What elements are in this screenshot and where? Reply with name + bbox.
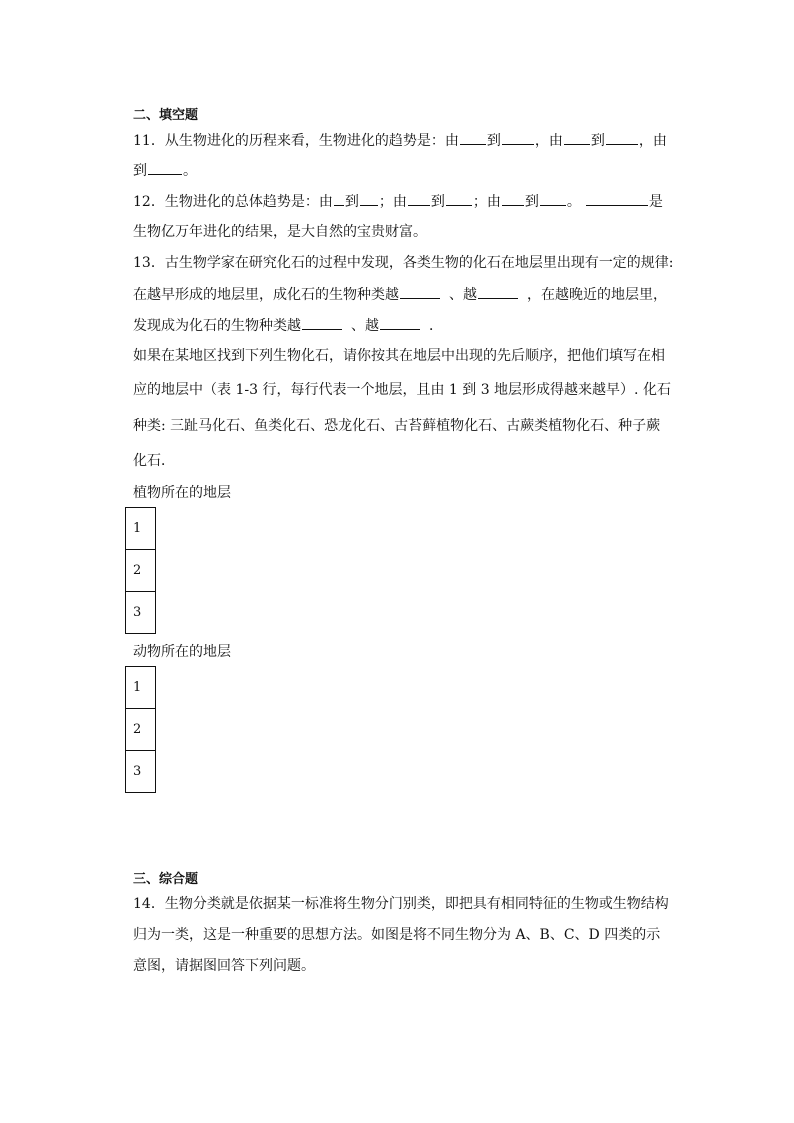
q13-text-d: 发现成为化石的生物种类越 <box>133 318 301 334</box>
question-12-line-1 <box>133 191 663 212</box>
q11-blank-4[interactable] <box>606 130 638 145</box>
q12-blank-5[interactable] <box>502 191 524 206</box>
plant-stratum-3[interactable]: 3 <box>126 592 156 634</box>
q11-blank-3[interactable] <box>564 130 590 145</box>
question-13-line-3 <box>133 315 663 336</box>
q11-to: 到 <box>486 133 501 149</box>
q11-end: ，由 <box>638 133 667 149</box>
question-12-line-2: 生物亿万年进化的结果，是大自然的宝贵财富。 <box>133 224 427 240</box>
q12-to-3: 到 <box>524 194 539 210</box>
q13-paragraph-line-3: 种类: 三趾马化石、鱼类化石、恐龙化石、古苔藓植物化石、古蕨类植物化石、种子蕨 <box>133 418 661 434</box>
q13-text-a: 在越早形成的地层里，成化石的生物种类越 <box>133 287 399 303</box>
q12-sep-1: ；由 <box>378 194 407 210</box>
q12-text: 12．生物进化的总体趋势是：由 <box>133 194 333 210</box>
section-heading-comprehensive: 三、综合题 <box>133 872 199 887</box>
animal-stratum-1[interactable]: 1 <box>126 667 156 709</box>
question-11-line-2 <box>133 160 663 181</box>
animal-stratum-2[interactable]: 2 <box>126 709 156 751</box>
table-row <box>126 667 156 709</box>
animal-stratum-3[interactable]: 3 <box>126 751 156 793</box>
q13-text-b: 、越 <box>449 287 477 303</box>
animal-strata-table <box>125 666 156 793</box>
q11-blank-1[interactable] <box>460 130 486 145</box>
section-heading-fill-blank: 二、填空题 <box>133 108 199 123</box>
q13-blank-2[interactable] <box>478 284 518 299</box>
q13-blank-3[interactable] <box>302 315 342 330</box>
question-13-line-2 <box>133 284 667 305</box>
plant-strata-table <box>125 507 156 634</box>
animal-strata-label: 动物所在的地层 <box>133 644 231 660</box>
q11-blank-2[interactable] <box>502 130 534 145</box>
q12-blank-1[interactable] <box>334 191 344 206</box>
q13-paragraph-line-4: 化石． <box>133 453 175 469</box>
plant-strata-label: 植物所在的地层 <box>133 485 231 501</box>
table-row <box>126 550 156 592</box>
q13-paragraph-line-2: 应的地层中（表 1-3 行，每行代表一个地层，且由 1 到 3 地层形成得越来越早）. 化石 <box>133 382 671 398</box>
plant-stratum-2[interactable]: 2 <box>126 550 156 592</box>
q12-blank-4[interactable] <box>446 191 472 206</box>
q13-blank-1[interactable] <box>400 284 440 299</box>
q13-text-e: 、越 <box>351 318 379 334</box>
q12-tail: 是 <box>648 194 663 210</box>
question-14-line-2: 归为一类，这是一种重要的思想方法。如图是将不同生物分为 A、B、C、D 四类的示 <box>133 927 661 943</box>
table-row <box>126 508 156 550</box>
question-13-line-1: 13．古生物学家在研究化石的过程中发现，各类生物的化石在地层里出现有一定的规律: <box>133 255 674 271</box>
q12-sep-2: ；由 <box>472 194 501 210</box>
q13-paragraph-line-1: 如果在某地区找到下列生物化石，请你按其在地层中出现的先后顺序，把他们填写在相 <box>133 348 665 364</box>
q11-text: 11．从生物进化的历程来看，生物进化的趋势是：由 <box>133 133 459 149</box>
q12-blank-6[interactable] <box>540 191 566 206</box>
q12-period: 。 <box>566 194 581 210</box>
q13-text-f: ． <box>429 318 443 334</box>
q11-period: 。 <box>183 163 197 179</box>
q13-blank-4[interactable] <box>380 315 420 330</box>
q12-to-1: 到 <box>344 194 359 210</box>
q12-to-2: 到 <box>430 194 445 210</box>
q11-blank-5[interactable] <box>148 160 182 175</box>
q13-text-c: ，在越晚近的地层里， <box>527 287 667 303</box>
question-14-line-3: 意图，请据图回答下列问题。 <box>133 958 315 974</box>
q12-blank-3[interactable] <box>408 191 430 206</box>
q11-sep: ，由 <box>534 133 563 149</box>
question-14-line-1: 14．生物分类就是依据某一标准将生物分门别类，即把具有相同特征的生物或生物结构 <box>133 896 669 912</box>
plant-stratum-1[interactable]: 1 <box>126 508 156 550</box>
q12-blank-7[interactable] <box>586 191 648 206</box>
q11-to-2: 到 <box>590 133 605 149</box>
table-row <box>126 592 156 634</box>
table-row <box>126 751 156 793</box>
q11-to-3: 到 <box>133 163 147 179</box>
table-row <box>126 709 156 751</box>
q12-blank-2[interactable] <box>360 191 378 206</box>
question-11-line-1 <box>133 130 667 151</box>
